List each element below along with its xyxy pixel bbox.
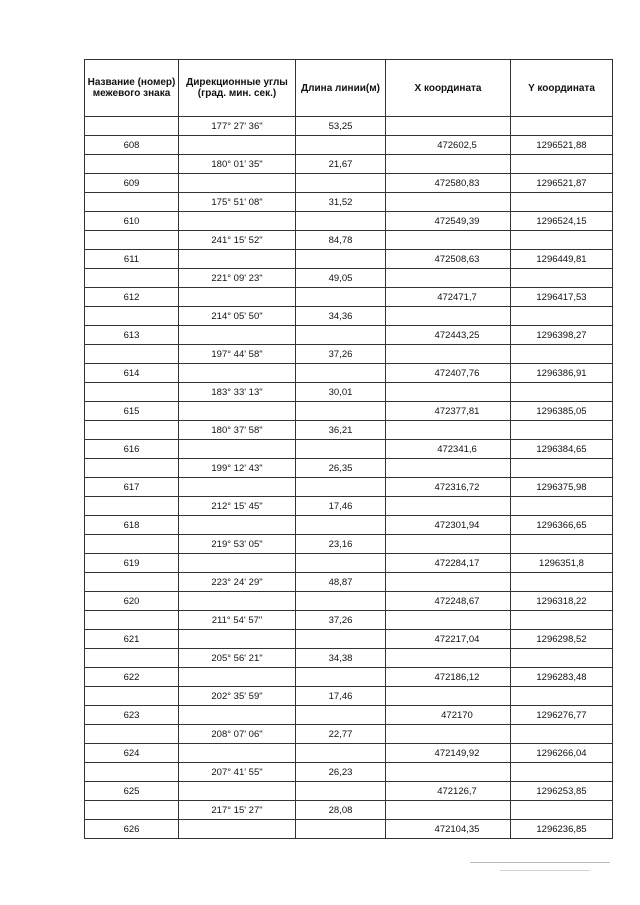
header-name: Название (номер) межевого знака: [85, 60, 179, 117]
cell-name: 612: [85, 288, 179, 307]
table-row: [85, 440, 613, 459]
cell-length: 36,21: [296, 421, 386, 440]
cell-name: [85, 117, 179, 136]
cell-x-coordinate: [386, 459, 511, 478]
cell-name: [85, 725, 179, 744]
cell-length: [296, 782, 386, 801]
cell-length: 34,36: [296, 307, 386, 326]
cell-y-coordinate: 1296384,65: [511, 440, 613, 459]
cell-x-coordinate: [386, 725, 511, 744]
cell-x-coordinate: 472377,81: [386, 402, 511, 421]
cell-name: 626: [85, 820, 179, 839]
cell-angle: [179, 668, 296, 687]
cell-name: 616: [85, 440, 179, 459]
cell-length: [296, 630, 386, 649]
cell-angle: 180° 37' 58": [179, 421, 296, 440]
scan-noise: [500, 870, 590, 871]
table-row: [85, 193, 613, 212]
cell-length: [296, 136, 386, 155]
cell-name: [85, 345, 179, 364]
cell-y-coordinate: 1296351,8: [511, 554, 613, 573]
cell-y-coordinate: [511, 801, 613, 820]
cell-length: 37,26: [296, 345, 386, 364]
cell-angle: [179, 592, 296, 611]
cell-x-coordinate: 472341,6: [386, 440, 511, 459]
cell-x-coordinate: 472301,94: [386, 516, 511, 535]
cell-x-coordinate: [386, 573, 511, 592]
table-body: [85, 117, 613, 839]
header-length: Длина линии(м): [296, 60, 386, 117]
cell-length: [296, 478, 386, 497]
cell-y-coordinate: [511, 383, 613, 402]
cell-length: [296, 516, 386, 535]
cell-name: [85, 611, 179, 630]
cell-y-coordinate: [511, 117, 613, 136]
cell-y-coordinate: [511, 497, 613, 516]
cell-name: [85, 801, 179, 820]
table-row: [85, 383, 613, 402]
cell-name: 614: [85, 364, 179, 383]
cell-x-coordinate: [386, 383, 511, 402]
table-row: [85, 592, 613, 611]
cell-x-coordinate: 472284,17: [386, 554, 511, 573]
cell-x-coordinate: [386, 231, 511, 250]
cell-y-coordinate: 1296521,88: [511, 136, 613, 155]
cell-x-coordinate: 472170: [386, 706, 511, 725]
table-row: [85, 155, 613, 174]
cell-length: 26,35: [296, 459, 386, 478]
cell-x-coordinate: 472407,76: [386, 364, 511, 383]
cell-name: [85, 421, 179, 440]
cell-y-coordinate: [511, 687, 613, 706]
table-row: [85, 706, 613, 725]
cell-y-coordinate: [511, 649, 613, 668]
table-row: [85, 820, 613, 839]
cell-angle: 183° 33' 13": [179, 383, 296, 402]
cell-y-coordinate: 1296417,53: [511, 288, 613, 307]
cell-angle: 180° 01' 35": [179, 155, 296, 174]
cell-name: 619: [85, 554, 179, 573]
cell-name: [85, 687, 179, 706]
cell-name: 624: [85, 744, 179, 763]
cell-x-coordinate: 472316,72: [386, 478, 511, 497]
cell-name: [85, 763, 179, 782]
table-row: [85, 763, 613, 782]
cell-length: 30,01: [296, 383, 386, 402]
cell-length: [296, 174, 386, 193]
table-row: [85, 668, 613, 687]
cell-y-coordinate: 1296276,77: [511, 706, 613, 725]
cell-name: 622: [85, 668, 179, 687]
cell-name: 621: [85, 630, 179, 649]
cell-length: [296, 326, 386, 345]
cell-y-coordinate: [511, 231, 613, 250]
cell-y-coordinate: 1296366,65: [511, 516, 613, 535]
cell-angle: 207° 41' 55": [179, 763, 296, 782]
table-row: [85, 117, 613, 136]
cell-length: [296, 364, 386, 383]
cell-y-coordinate: 1296298,52: [511, 630, 613, 649]
cell-length: [296, 820, 386, 839]
cell-y-coordinate: 1296385,05: [511, 402, 613, 421]
cell-name: [85, 383, 179, 402]
table-row: [85, 326, 613, 345]
cell-y-coordinate: [511, 573, 613, 592]
cell-length: 48,87: [296, 573, 386, 592]
table-row: [85, 231, 613, 250]
cell-length: 31,52: [296, 193, 386, 212]
cell-angle: 177° 27' 36": [179, 117, 296, 136]
table-row: [85, 174, 613, 193]
cell-x-coordinate: [386, 763, 511, 782]
cell-x-coordinate: [386, 117, 511, 136]
cell-y-coordinate: [511, 459, 613, 478]
table-row: [85, 345, 613, 364]
table-row: [85, 611, 613, 630]
cell-x-coordinate: [386, 611, 511, 630]
cell-y-coordinate: 1296521,87: [511, 174, 613, 193]
cell-y-coordinate: [511, 193, 613, 212]
cell-angle: [179, 478, 296, 497]
cell-x-coordinate: [386, 193, 511, 212]
table-row: [85, 649, 613, 668]
cell-y-coordinate: 1296318,22: [511, 592, 613, 611]
table-row: [85, 402, 613, 421]
cell-length: 22,77: [296, 725, 386, 744]
cell-y-coordinate: 1296283,48: [511, 668, 613, 687]
cell-y-coordinate: [511, 421, 613, 440]
cell-x-coordinate: 472580,83: [386, 174, 511, 193]
table-row: [85, 212, 613, 231]
cell-length: [296, 212, 386, 231]
cell-angle: [179, 212, 296, 231]
table-row: [85, 307, 613, 326]
cell-length: [296, 592, 386, 611]
cell-x-coordinate: 472126,7: [386, 782, 511, 801]
cell-x-coordinate: [386, 535, 511, 554]
cell-angle: [179, 250, 296, 269]
cell-angle: 205° 56' 21": [179, 649, 296, 668]
cell-name: 613: [85, 326, 179, 345]
table-row: [85, 459, 613, 478]
cell-x-coordinate: [386, 269, 511, 288]
table-row: [85, 516, 613, 535]
cell-name: 610: [85, 212, 179, 231]
cell-x-coordinate: [386, 497, 511, 516]
cell-name: 623: [85, 706, 179, 725]
cell-y-coordinate: [511, 155, 613, 174]
cell-angle: [179, 136, 296, 155]
cell-angle: 241° 15' 52": [179, 231, 296, 250]
cell-angle: [179, 554, 296, 573]
cell-angle: 217° 15' 27": [179, 801, 296, 820]
cell-length: 84,78: [296, 231, 386, 250]
cell-x-coordinate: [386, 801, 511, 820]
cell-x-coordinate: 472186,12: [386, 668, 511, 687]
cell-x-coordinate: 472248,67: [386, 592, 511, 611]
cell-y-coordinate: [511, 611, 613, 630]
cell-name: 609: [85, 174, 179, 193]
cell-length: [296, 250, 386, 269]
cell-y-coordinate: [511, 535, 613, 554]
cell-y-coordinate: 1296398,27: [511, 326, 613, 345]
table-row: [85, 136, 613, 155]
cell-y-coordinate: 1296253,85: [511, 782, 613, 801]
table-row: [85, 782, 613, 801]
cell-length: 21,67: [296, 155, 386, 174]
cell-name: [85, 459, 179, 478]
table-row: [85, 535, 613, 554]
cell-x-coordinate: [386, 155, 511, 174]
cell-angle: 175° 51' 08": [179, 193, 296, 212]
cell-angle: [179, 288, 296, 307]
cell-length: [296, 744, 386, 763]
cell-y-coordinate: 1296386,91: [511, 364, 613, 383]
table-row: [85, 744, 613, 763]
cell-x-coordinate: [386, 307, 511, 326]
cell-length: 49,05: [296, 269, 386, 288]
cell-name: 615: [85, 402, 179, 421]
cell-length: [296, 554, 386, 573]
cell-x-coordinate: 472149,92: [386, 744, 511, 763]
cell-length: 28,08: [296, 801, 386, 820]
cell-angle: 212° 15' 45": [179, 497, 296, 516]
cell-x-coordinate: 472471,7: [386, 288, 511, 307]
cell-length: 17,46: [296, 687, 386, 706]
cell-angle: 197° 44' 58": [179, 345, 296, 364]
cell-length: [296, 668, 386, 687]
header-x: X координата: [386, 60, 511, 117]
cell-name: 617: [85, 478, 179, 497]
cell-y-coordinate: 1296449,81: [511, 250, 613, 269]
cell-name: 620: [85, 592, 179, 611]
cell-x-coordinate: 472549,39: [386, 212, 511, 231]
cell-y-coordinate: [511, 725, 613, 744]
cell-name: [85, 649, 179, 668]
cell-name: [85, 155, 179, 174]
table-row: [85, 687, 613, 706]
cell-name: 618: [85, 516, 179, 535]
table-row: [85, 630, 613, 649]
cell-y-coordinate: [511, 307, 613, 326]
header-y: Y координата: [511, 60, 613, 117]
cell-angle: [179, 440, 296, 459]
cell-angle: [179, 706, 296, 725]
cell-name: [85, 231, 179, 250]
cell-angle: 214° 05' 50": [179, 307, 296, 326]
cell-length: 23,16: [296, 535, 386, 554]
cell-length: [296, 288, 386, 307]
cell-y-coordinate: 1296236,85: [511, 820, 613, 839]
table-row: [85, 497, 613, 516]
cell-name: 625: [85, 782, 179, 801]
cell-y-coordinate: 1296524,15: [511, 212, 613, 231]
cell-angle: [179, 174, 296, 193]
cell-angle: 221° 09' 23": [179, 269, 296, 288]
cell-length: [296, 706, 386, 725]
cell-angle: [179, 630, 296, 649]
cell-angle: [179, 516, 296, 535]
cell-name: [85, 307, 179, 326]
table-row: [85, 421, 613, 440]
table-row: [85, 573, 613, 592]
table-row: [85, 269, 613, 288]
table-row: [85, 288, 613, 307]
cell-y-coordinate: [511, 345, 613, 364]
table-row: [85, 250, 613, 269]
cell-angle: 219° 53' 05": [179, 535, 296, 554]
cell-y-coordinate: 1296266,04: [511, 744, 613, 763]
cell-angle: 199° 12' 43": [179, 459, 296, 478]
cell-length: 37,26: [296, 611, 386, 630]
cell-name: 608: [85, 136, 179, 155]
table-row: [85, 554, 613, 573]
cell-name: 611: [85, 250, 179, 269]
table-row: [85, 801, 613, 820]
cell-y-coordinate: 1296375,98: [511, 478, 613, 497]
cell-length: 53,25: [296, 117, 386, 136]
cell-name: [85, 497, 179, 516]
cell-angle: [179, 326, 296, 345]
cell-name: [85, 573, 179, 592]
cell-angle: 223° 24' 29": [179, 573, 296, 592]
scan-noise: [470, 862, 610, 863]
cell-y-coordinate: [511, 269, 613, 288]
cell-length: 17,46: [296, 497, 386, 516]
cell-x-coordinate: 472602,5: [386, 136, 511, 155]
cell-x-coordinate: [386, 687, 511, 706]
cell-length: 26,23: [296, 763, 386, 782]
table-row: [85, 364, 613, 383]
cell-angle: [179, 364, 296, 383]
cell-angle: [179, 402, 296, 421]
boundary-marks-table: [84, 59, 613, 839]
cell-angle: [179, 782, 296, 801]
cell-angle: 202° 35' 59": [179, 687, 296, 706]
cell-y-coordinate: [511, 763, 613, 782]
cell-x-coordinate: 472104,35: [386, 820, 511, 839]
cell-name: [85, 535, 179, 554]
cell-length: [296, 440, 386, 459]
table-header-row: [85, 60, 613, 117]
cell-angle: 211° 54' 57": [179, 611, 296, 630]
cell-name: [85, 193, 179, 212]
cell-name: [85, 269, 179, 288]
cell-length: [296, 402, 386, 421]
table-row: [85, 478, 613, 497]
header-angle: Дирекционные углы (град. мин. сек.): [179, 60, 296, 117]
cell-angle: [179, 820, 296, 839]
table-row: [85, 725, 613, 744]
cell-x-coordinate: [386, 649, 511, 668]
cell-x-coordinate: [386, 345, 511, 364]
cell-length: 34,38: [296, 649, 386, 668]
cell-x-coordinate: 472508,63: [386, 250, 511, 269]
cell-angle: [179, 744, 296, 763]
cell-x-coordinate: [386, 421, 511, 440]
cell-angle: 208° 07' 06": [179, 725, 296, 744]
cell-x-coordinate: 472217,04: [386, 630, 511, 649]
cell-x-coordinate: 472443,25: [386, 326, 511, 345]
